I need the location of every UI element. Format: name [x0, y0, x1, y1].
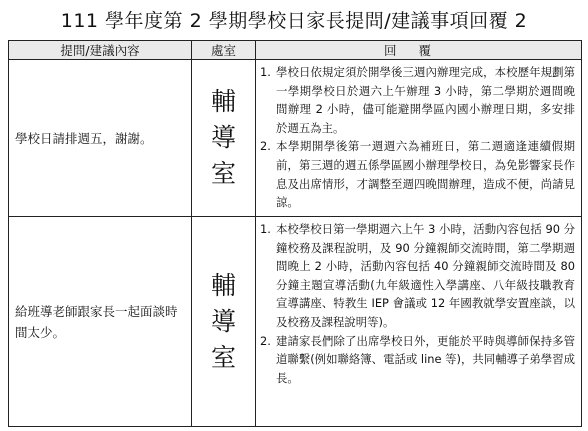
office-cell	[192, 60, 256, 217]
reply-item	[260, 332, 575, 388]
office-char: 輔	[210, 270, 236, 300]
office-cell	[192, 217, 256, 427]
question-cell: 給班導老師跟家長一起面談時間太少。	[9, 217, 192, 427]
header-question: 提問/建議內容	[9, 41, 192, 60]
reply-item	[260, 137, 575, 211]
reply-cell	[256, 217, 582, 427]
office-char: 室	[210, 159, 236, 188]
reply-text: 本學期開學後第一週週六為補班日，第二週適逢連續假期前，第三週的週五係學區國小辦理學校日，為免影響家長作息及出席情形，才調整至週四晚間辦理，造成不便，尚請見諒。	[276, 139, 575, 210]
reply-number: 1.	[260, 222, 271, 236]
office-char: 室	[210, 342, 236, 372]
header-office: 處室	[192, 41, 256, 60]
page-title: 111 學年度第 2 學期學校日家長提問/建議事項回覆 2	[60, 10, 528, 32]
question-cell: 學校日請排週五，謝謝。	[9, 60, 192, 217]
office-char: 輔	[210, 87, 236, 116]
reply-number: 2.	[260, 139, 271, 154]
table-row	[9, 217, 582, 427]
reply-text: 建請家長們除了出席學校日外，更能於平時與導師保持多管道聯繫(例如聯絡簿、電話或 line 等)，共同輔導子弟學習成長。	[276, 333, 575, 385]
reply-item	[260, 63, 575, 137]
reply-text: 本校學校日第一學期週六上午 3 小時，活動內容包括 90 分鐘校務及課程說明，及 90 分鐘親師交流時間，第二學期週間晚上 2 小時，活動內容包括 40 分鐘親師交流時間及 80 分鐘主題宣導活動(九年級適性入學講座、八年級技職教育宣導講座、特教生 IEP 會議或 12 年國教就學安置座談，以及校務及課程說明等)。	[276, 222, 575, 329]
reply-number: 1.	[260, 65, 271, 79]
reply-item	[260, 220, 575, 332]
header-reply: 回覆	[256, 41, 582, 60]
header-row	[9, 41, 582, 60]
reply-number: 2.	[260, 333, 271, 348]
reply-table	[8, 40, 582, 427]
office-char: 導	[210, 306, 236, 336]
reply-text: 學校日依規定須於開學後三週內辦理完成，本校歷年規劃第一學期學校日於週六上午辦理 3 小時，第二學期於週間晚間辦理 2 小時，儘可能避開學區內國小辦理日期，多安排於週五為主。	[276, 65, 575, 135]
table-row	[9, 60, 582, 217]
office-char: 導	[210, 123, 236, 152]
reply-cell	[256, 60, 582, 217]
